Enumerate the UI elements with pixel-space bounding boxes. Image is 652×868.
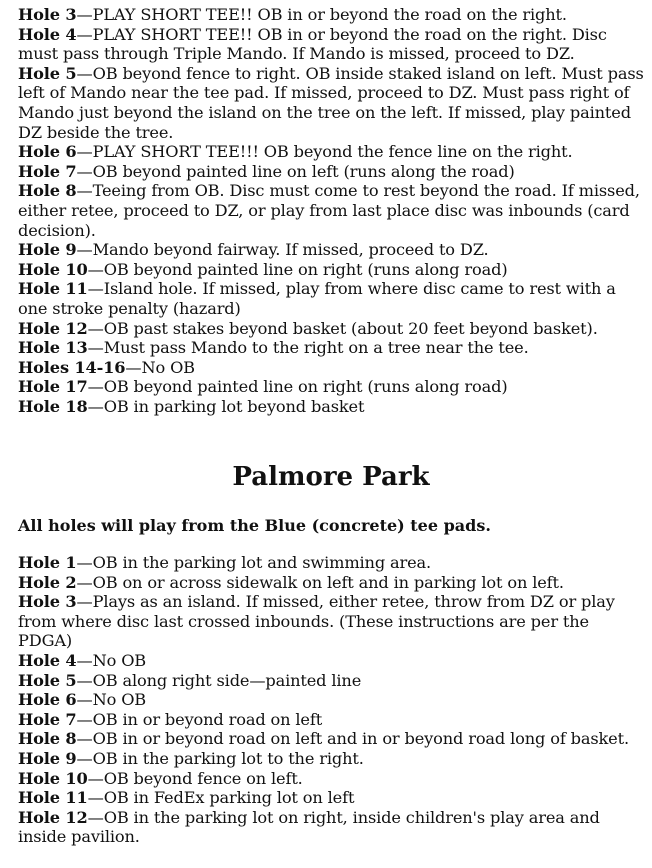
hole-label: Hole 12 — [18, 807, 88, 827]
hole-label: Hole 13 — [18, 338, 88, 358]
rule-line — [18, 788, 644, 808]
rule-text: —OB past stakes beyond basket (about 20 feet beyond basket). — [87, 318, 598, 338]
rule-line — [18, 142, 644, 162]
hole-label: Hole 1 — [18, 553, 77, 572]
rule-line — [18, 749, 644, 769]
rule-text: —OB in parking lot beyond basket — [87, 396, 365, 416]
rule-line — [18, 671, 644, 691]
hole-label: Hole 10 — [18, 768, 88, 788]
hole-label: Hole 6 — [18, 690, 77, 710]
rule-text: —OB beyond painted line on right (runs along road) — [87, 259, 508, 279]
hole-label: Hole 18 — [18, 396, 88, 416]
rule-line — [18, 279, 644, 318]
rule-line — [18, 319, 644, 339]
rule-line — [18, 808, 644, 847]
hole-label: Hole 5 — [18, 670, 77, 690]
hole-label: Hole 5 — [18, 63, 77, 83]
rule-line — [18, 651, 644, 671]
rule-text: —OB beyond fence to right. OB inside staked island on left. Must pass left of Mando near the tee pad. If missed, proceed to DZ. Must pass right of Mando just beyond the island on the tree on the left. If missed, play painted DZ beside the tree. — [18, 63, 644, 142]
rule-text: —OB beyond fence on left. — [87, 768, 303, 788]
hole-label: Hole 11 — [18, 279, 88, 299]
rule-text: —No OB — [76, 650, 147, 670]
hole-label: Hole 3 — [18, 5, 77, 24]
hole-label: Hole 4 — [18, 650, 77, 670]
rule-line — [18, 162, 644, 182]
hole-label: Hole 17 — [18, 377, 88, 397]
rule-text: —Must pass Mando to the right on a tree near the tee. — [87, 338, 529, 358]
hole-label: Hole 3 — [18, 592, 77, 612]
rule-text: —OB in or beyond road on left — [76, 709, 323, 729]
rule-line — [18, 710, 644, 730]
hole-label: Hole 4 — [18, 24, 77, 44]
section-title: Palmore Park — [232, 462, 430, 492]
rule-line — [18, 690, 644, 710]
rule-text: —OB in the parking lot on right, inside children's play area and inside pavilion. — [18, 807, 600, 847]
rule-text: —PLAY SHORT TEE!! OB in or beyond the road on the right. Disc must pass through Triple Mando. If Mando is missed, proceed to DZ. — [18, 24, 607, 64]
rule-line — [18, 377, 644, 397]
previous-course-rules — [18, 5, 644, 416]
rule-text: —PLAY SHORT TEE!! OB in or beyond the road on the right. — [76, 5, 567, 24]
rule-text: —OB in the parking lot and swimming area. — [76, 553, 432, 572]
palmore-park-rules — [18, 553, 644, 847]
hole-label: Hole 9 — [18, 240, 77, 260]
rule-text: —OB in FedEx parking lot on left — [87, 788, 355, 808]
rule-text: —Plays as an island. If missed, either retee, throw from DZ or play from where disc last crossed inbounds. (These instructions are per the PDGA) — [18, 592, 615, 651]
rule-line — [18, 181, 644, 240]
rule-text: —Island hole. If missed, play from where disc came to rest with a one stroke penalty (hazard) — [18, 279, 616, 318]
rule-text: —PLAY SHORT TEE!!! OB beyond the fence line on the right. — [76, 142, 573, 162]
hole-label: Hole 2 — [18, 572, 77, 592]
rule-text: —No OB — [76, 690, 147, 710]
hole-label: Holes 14-16 — [18, 357, 126, 377]
rule-line — [18, 358, 644, 378]
rule-text: —No OB — [125, 357, 195, 377]
hole-label: Hole 8 — [18, 181, 77, 201]
hole-label: Hole 9 — [18, 748, 77, 768]
rule-text: —Teeing from OB. Disc must come to rest beyond the road. If missed, either retee, proceed to DZ, or play from last place disc was inbounds (card decision). — [18, 181, 640, 240]
section-subhead: All holes will play from the Blue (concrete) tee pads. — [18, 516, 491, 535]
rule-text: —OB in the parking lot to the right. — [76, 748, 364, 768]
hole-label: Hole 11 — [18, 788, 88, 808]
rule-line — [18, 240, 644, 260]
hole-label: Hole 8 — [18, 729, 77, 749]
rule-line — [18, 5, 644, 25]
hole-label: Hole 7 — [18, 161, 77, 181]
rule-text: —OB in or beyond road on left and in or beyond road long of basket. — [76, 729, 629, 749]
rule-text: —OB beyond painted line on left (runs along the road) — [76, 161, 515, 181]
rule-line — [18, 553, 644, 573]
rule-line — [18, 397, 644, 417]
rule-text: —OB beyond painted line on right (runs along road) — [87, 377, 508, 397]
rule-line — [18, 64, 644, 142]
rule-line — [18, 338, 644, 358]
rule-line — [18, 25, 644, 64]
rule-text: —Mando beyond fairway. If missed, proceed to DZ. — [76, 240, 489, 260]
rule-line — [18, 573, 644, 593]
rule-text: —OB along right side—painted line — [76, 670, 362, 690]
rule-line — [18, 260, 644, 280]
rule-text: —OB on or across sidewalk on left and in parking lot on left. — [76, 572, 564, 592]
hole-label: Hole 12 — [18, 318, 88, 338]
rule-line — [18, 769, 644, 789]
hole-label: Hole 7 — [18, 709, 77, 729]
hole-label: Hole 6 — [18, 142, 77, 162]
hole-label: Hole 10 — [18, 259, 88, 279]
rule-line — [18, 592, 644, 651]
rule-line — [18, 729, 644, 749]
